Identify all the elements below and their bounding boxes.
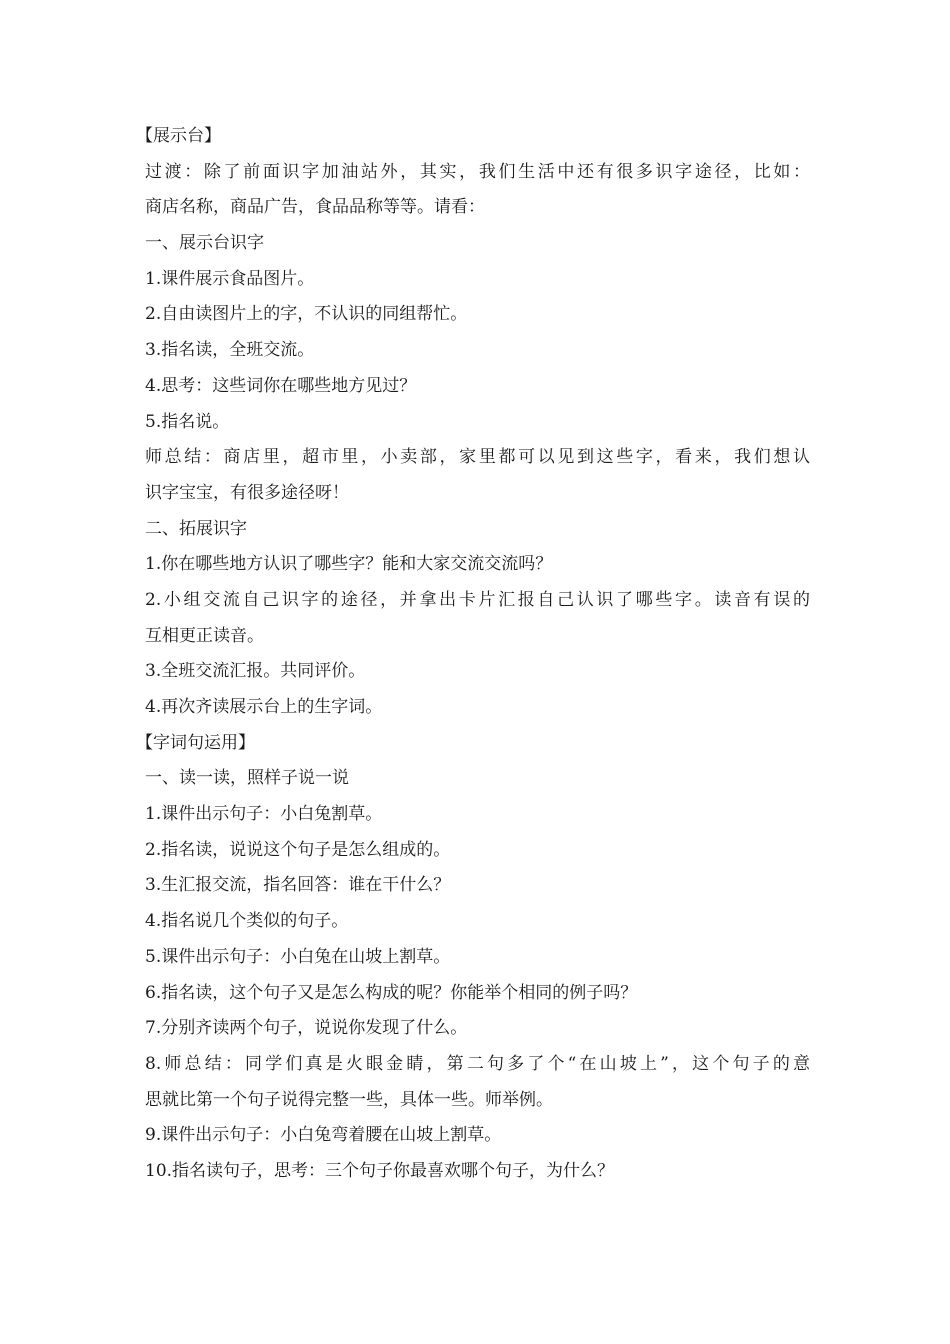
text-line: 识字宝宝，有很多途径呀！ [145, 482, 349, 503]
text-line: 4.再次齐读展示台上的生字词。 [145, 697, 383, 717]
document-body [136, 119, 810, 1190]
section-heading: 【字词句运用】 [136, 732, 255, 753]
text-line: 10.指名读句子，思考：三个句子你最喜欢哪个句子，为什么？ [145, 1160, 615, 1181]
text-line: 二、拓展识字 [145, 518, 247, 539]
text-line: 6.指名读，这个句子又是怎么构成的呢？你能举个相同的例子吗？ [145, 982, 638, 1003]
text-line: 3.全班交流汇报。共同评价。 [145, 661, 366, 682]
text-line: 1.你在哪些地方认识了哪些字？能和大家交流交流吗？ [145, 554, 553, 575]
text-line: 5.课件出示句子：小白兔在山坡上割草。 [145, 946, 451, 967]
text-line: 3.指名读，全班交流。 [145, 340, 315, 361]
text-line: 5.指名说。 [145, 411, 230, 432]
text-line: 1.课件展示食品图片。 [145, 268, 315, 289]
text-line: 商店名称，商品广告，食品品称等等。请看： [145, 197, 485, 218]
text-line: 7.分别齐读两个句子，说说你发现了什么。 [145, 1018, 468, 1039]
text-line: 思就比第一个句子说得完整一些，具体一些。师举例。 [145, 1089, 553, 1110]
text-line: 2.小组交流自己识字的途径，并拿出卡片汇报自己认识了哪些字。读音有误的 [145, 589, 810, 610]
section-heading: 【展示台】 [136, 126, 221, 146]
text-line: 过渡：除了前面识字加油站外，其实，我们生活中还有很多识字途径，比如： [145, 161, 810, 182]
text-line: 8.师总结：同学们真是火眼金睛，第二句多了个“在山坡上”，这个句子的意 [145, 1053, 810, 1074]
text-line: 2.指名读，说说这个句子是怎么组成的。 [145, 839, 451, 860]
text-line: 4.指名说几个类似的句子。 [145, 911, 349, 932]
text-line: 3.生汇报交流，指名回答：谁在干什么？ [145, 875, 451, 896]
text-line: 2.自由读图片上的字，不认识的同组帮忙。 [145, 304, 468, 325]
text-line: 4.思考：这些词你在哪些地方见过？ [145, 375, 417, 396]
text-line: 9.课件出示句子：小白兔弯着腰在山坡上割草。 [145, 1125, 502, 1146]
text-line: 一、读一读，照样子说一说 [145, 768, 349, 789]
text-line: 一、展示台识字 [145, 233, 264, 254]
text-line: 互相更正读音。 [145, 625, 264, 646]
text-line: 师总结：商店里，超市里，小卖部，家里都可以见到这些字，看来，我们想认 [145, 447, 810, 468]
text-line: 1.课件出示句子：小白兔割草。 [145, 804, 383, 825]
